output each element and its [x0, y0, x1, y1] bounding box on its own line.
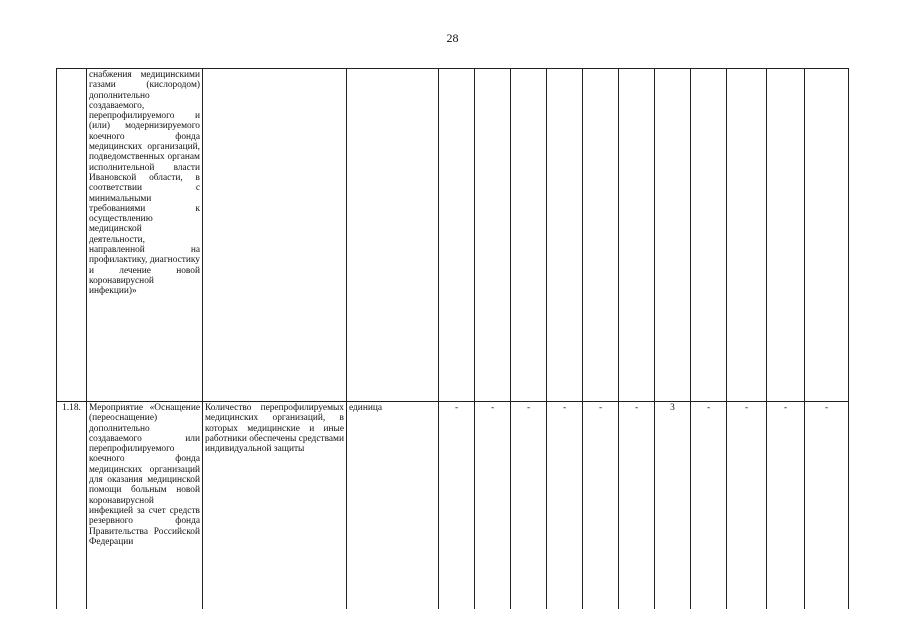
indicator-name-cell — [203, 69, 347, 402]
indicator-name-cell: Количество перепрофилируемых медицинских организаций, в которых медицинские и иные работники обеспечены средствами индивидуальной защиты — [203, 402, 347, 610]
value-cell — [547, 69, 583, 402]
unit-cell — [347, 69, 439, 402]
value-cell: - — [767, 402, 805, 610]
value-cell: - — [511, 402, 547, 610]
program-table — [56, 68, 849, 609]
row-number-cell: 1.18. — [57, 402, 87, 610]
value-cell: - — [805, 402, 849, 610]
value-cell: - — [619, 402, 655, 610]
value-cell: - — [439, 402, 475, 610]
value-cell: - — [691, 402, 727, 610]
table-row — [57, 69, 849, 402]
value-cell: - — [475, 402, 511, 610]
table-row — [57, 402, 849, 610]
value-cell — [727, 69, 767, 402]
value-cell: - — [583, 402, 619, 610]
value-cell — [767, 69, 805, 402]
value-cell — [619, 69, 655, 402]
value-cell: 3 — [655, 402, 691, 610]
value-cell — [805, 69, 849, 402]
value-cell — [511, 69, 547, 402]
row-number-cell — [57, 69, 87, 402]
value-cell: - — [547, 402, 583, 610]
measure-name-cell: снабжения медицинскими газами (кислородом) дополнительно создаваемого, перепрофилируемого и (или) модернизируемого коечного фонда медицинских организаций, подведомственных органам исполнительной власти Ивановской области, в соответствии с минимальными требованиями к осуществлению медицинской деятельности, направленной на профилактику, диагностику и лечение новой коронавирусной инфекции)» — [87, 69, 203, 402]
value-cell — [475, 69, 511, 402]
value-cell — [583, 69, 619, 402]
measure-name-cell: Мероприятие «Оснащение (переоснащение) дополнительно создаваемого или перепрофилируемого коечного фонда медицинских организаций для оказания медицинской помощи больным новой коронавирусной инфекцией за счет средств резервного фонда Правительства Российской Федерации — [87, 402, 203, 610]
value-cell — [655, 69, 691, 402]
page-number: 28 — [446, 31, 459, 45]
unit-cell: единица — [347, 402, 439, 610]
value-cell — [691, 69, 727, 402]
value-cell — [439, 69, 475, 402]
value-cell: - — [727, 402, 767, 610]
